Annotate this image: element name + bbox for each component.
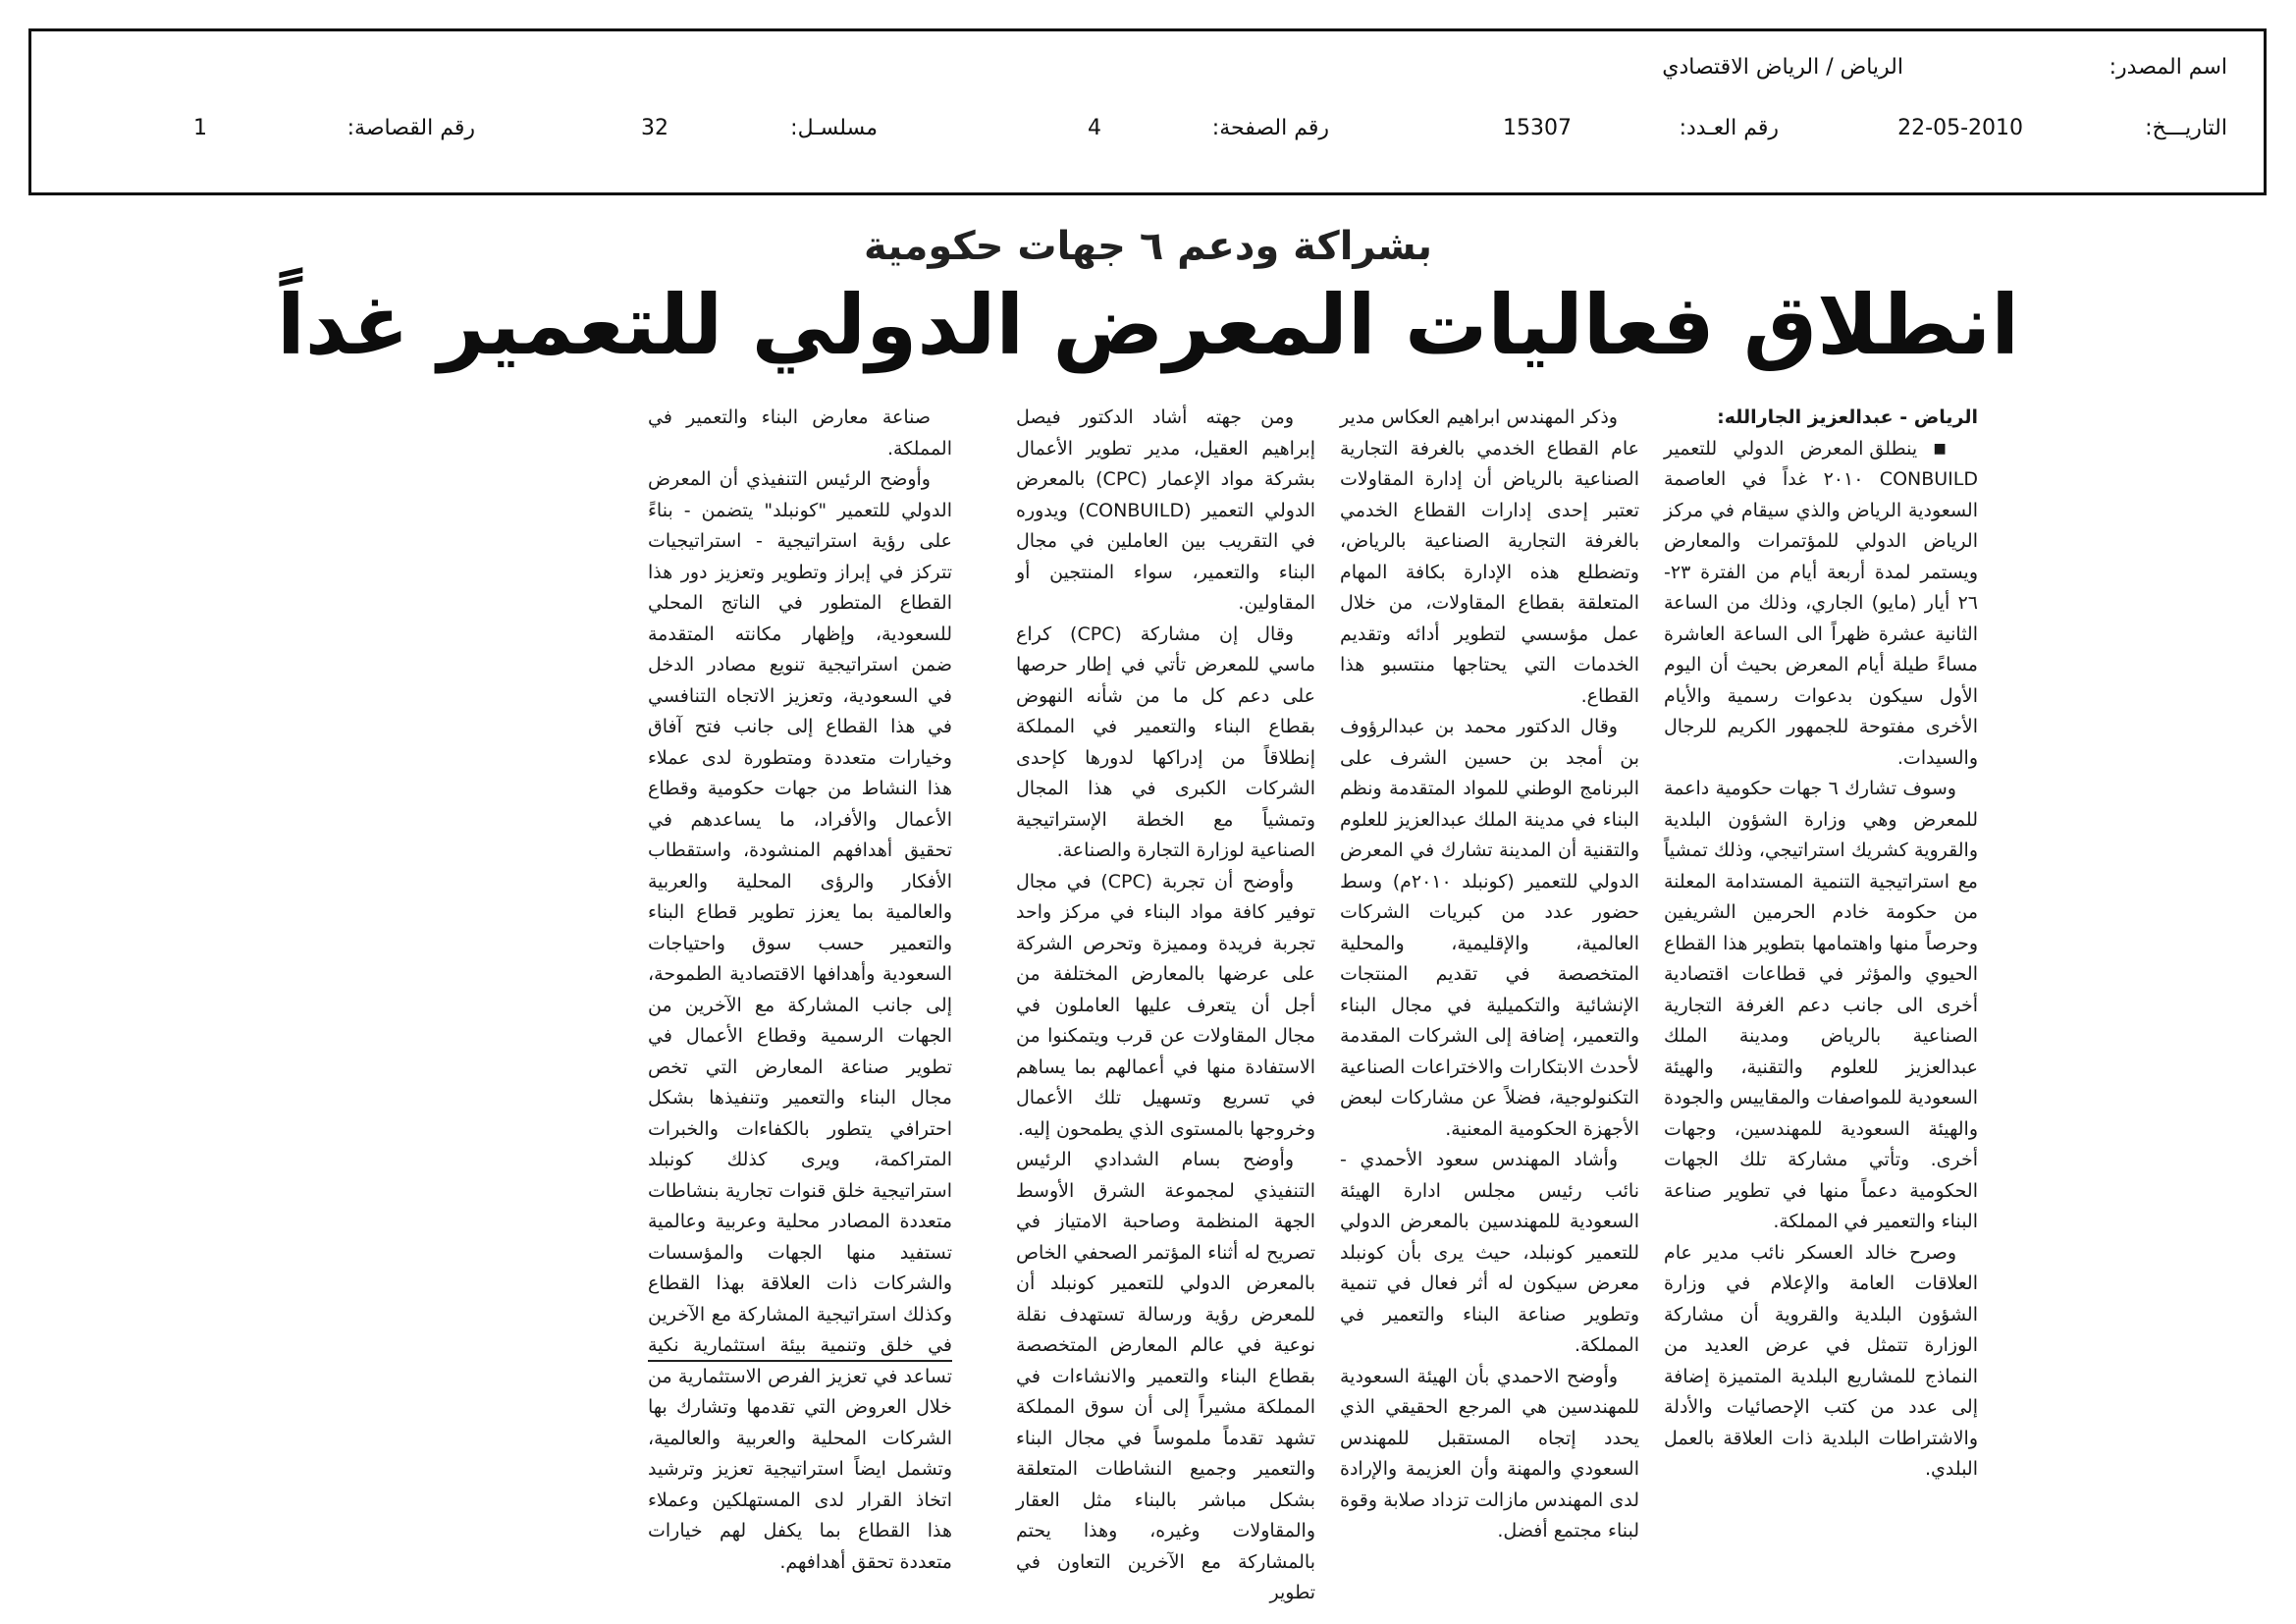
article-paragraph: وصرح خالد العسكر نائب مدير عام العلاقات العامة والإعلام في وزارة الشؤون البلدية والقروية أن مشاركة الوزارة تتمثل في عرض العديد من النماذج للمشاريع البلدية المتميزة إضافة إلى عدد من كتب الإحصائيات والأدلة والاشتراطات البلدية ذات العلاقة بالعمل البلدي. xyxy=(1664,1241,1978,1480)
date-value: 22-05-2010 xyxy=(1897,116,2023,140)
article-column-3 xyxy=(1016,403,1315,1603)
article-paragraph: وأوضح الاحمدي بأن الهيئة السعودية للمهندسين هي المرجع الحقيقي الذي يحدد إتجاه المستقبل للمهندس السعودي والمهنة وأن العزيمة والإرادة لدى المهندس مازالت تزداد صلابة وقوة لبناء مجتمع أفضل. xyxy=(1340,1365,1639,1542)
article-paragraph: وقال الدكتور محمد بن عبدالرؤوف بن أمجد بن حسين الشرف على البرنامج الوطني للمواد المتقدمة ونظم البناء في مدينة الملك عبدالعزيز للعلوم والتقنية أن المدينة تشارك في المعرض الدولي للتعمير (كونبلد ٢٠١٠م) وسط حضور عدد من كبريات الشركات العالمية، والإقليمية، والمحلية المتخصصة في تقديم المنتجات الإنشائية والتكميلية في مجال البناء والتعمير، إضافة إلى الشركات المقدمة لأحدث الابتكارات والاختراعات الصناعية التكنولوجية، فضلاً عن مشاركات لبعض الأجهزة الحكومية المعنية. xyxy=(1340,716,1639,1140)
date-label: التاريـــخ: xyxy=(2145,116,2227,140)
article-byline: الرياض - عبدالعزيز الجارالله: xyxy=(1717,406,1978,428)
article-paragraph: وقال إن مشاركة (CPC) كراع ماسي للمعرض تأتي في إطار حرصها على دعم كل ما من شأنه النهوض بقطاع البناء والتعمير في المملكة إنطلاقاً من إدراكها لدورها كإحدى الشركات الكبرى في هذا المجال وتمشياً مع الخطة الإستراتيجية الصناعية لوزارة التجارة والصناعة. xyxy=(1016,623,1315,861)
article-kicker: بشراكة ودعم ٦ جهات حكومية xyxy=(863,224,1433,269)
article-paragraph: ومن جهته أشاد الدكتور فيصل إبراهيم العقيل، مدير تطوير الأعمال بشركة مواد الإعمار (CPC) بالمعرض الدولي التعمير (CONBUILD) ويدوره في التقريب بين العاملين في مجال البناء والتعمير، سواء المنتجين أو المقاولين. xyxy=(1016,406,1315,614)
article-paragraph: وأوضح أن تجربة (CPC) في مجال توفير كافة مواد البناء في مركز واحد تجربة فريدة ومميزة وتحرص الشركة على عرضها بالمعارض المختلفة من أجل أن يتعرف عليها العاملون في مجال المقاولات عن قرب ويتمكنوا من الاستفادة منها في أعمالهم بما يساهم في تسريع وتسهيل تلك الأعمال وخروجها بالمستوى الذي يطمحون إليه. xyxy=(1016,870,1315,1140)
article-paragraph: وأشاد المهندس سعود الأحمدي - نائب رئيس مجلس ادارة الهيئة السعودية للمهندسين بالمعرض الدولي للتعمير كونبلد، حيث يرى بأن كونبلد معرض سيكون له أثر فعال في تنمية وتطوير صناعة البناء والتعمير في المملكة. xyxy=(1340,1149,1639,1356)
page-value: 4 xyxy=(1088,116,1101,140)
article-paragraph: وذكر المهندس ابراهيم العكاس مدير عام القطاع الخدمي بالغرفة التجارية الصناعية بالرياض أن إدارة المقاولات تعتبر إحدى إدارات القطاع الخدمي بالغرفة التجارية الصناعية بالرياض، وتضطلع هذه الإدارة بكافة المهام المتعلقة بقطاع المقاولات، من خلال عمل مؤسسي لتطوير أدائه وتقديم الخدمات التي يحتاجها منتسبو هذا القطاع. xyxy=(1340,406,1639,707)
serial-label: مسلسـل: xyxy=(790,116,878,140)
clipping-header-box xyxy=(28,28,2267,195)
page-label: رقم الصفحة: xyxy=(1211,116,1329,140)
article-column-1 xyxy=(1664,403,1978,1480)
article-title: انطلاق فعاليات المعرض الدولي للتعمير غداً xyxy=(277,277,2019,373)
article-paragraph: صناعة معارض البناء والتعمير في المملكة. xyxy=(648,406,952,460)
article-end-rule xyxy=(648,1360,952,1362)
clip-label: رقم القصاصة: xyxy=(347,116,475,140)
article-paragraph: ينطلق المعرض الدولي للتعمير CONBUILD ٢٠١٠ غداً في العاصمة السعودية الرياض والذي سيقام في مركز الرياض الدولي للمؤتمرات والمعارض ويستمر لمدة أربعة أيام من الفترة ٢٣- ٢٦ أيار (مايو) الجاري، وذلك من الساعة الثانية عشرة ظهراً الى الساعة العاشرة مساءً طيلة أيام المعرض بحيث أن اليوم الأول سيكون بدعوات رسمية والأيام الأخرى مفتوحة للجمهور الكريم للرجال والسيدات. xyxy=(1664,437,1978,769)
article-paragraph: وأوضح بسام الشدادي الرئيس التنفيذي لمجموعة الشرق الأوسط الجهة المنظمة وصاحبة الامتياز في تصريح له أثناء المؤتمر الصحفي الخاص بالمعرض الدولي للتعمير كونبلد أن للمعرض رؤية ورسالة تستهدف نقلة نوعية في عالم المعارض المتخصصة بقطاع البناء والتعمير والانشاءات في المملكة مشيراً إلى أن سوق المملكة تشهد تقدماً ملموساً في مجال البناء والتعمير وجميع النشاطات المتعلقة بشكل مباشر بالبناء مثل العقار والمقاولات وغيره، وهذا يحتم بالمشاركة مع الآخرين التعاون في تطوير xyxy=(1016,1149,1315,1603)
source-value: الرياض / الرياض الاقتصادي xyxy=(1662,55,1903,80)
article-column-4 xyxy=(648,403,952,1573)
article-paragraph: وسوف تشارك ٦ جهات حكومية داعمة للمعرض وهي وزارة الشؤون البلدية والقروية كشريك استراتيجي، وذلك تمشياً مع استراتيجية التنمية المستدامة المعلنة من حكومة خادم الحرمين الشريفين وحرصاً منها واهتمامها بتطوير هذا القطاع الحيوي والمؤثر في قطاعات اقتصادية أخرى الى جانب دعم الغرفة التجارية الصناعية بالرياض ومدينة الملك عبدالعزيز للعلوم والتقنية، والهيئة السعودية للمواصفات والمقاييس والجودة والهيئة السعودية للمهندسين، وجهات أخرى. وتأتي مشاركة تلك الجهات الحكومية دعماً منها في تطوير صناعة البناء والتعمير في المملكة. xyxy=(1664,778,1978,1232)
source-label: اسم المصدر: xyxy=(2109,55,2227,80)
issue-value: 15307 xyxy=(1503,116,1572,140)
serial-value: 32 xyxy=(641,116,668,140)
paragraph-bullet-icon: ■ xyxy=(1933,440,1957,457)
article-paragraph: وأوضح الرئيس التنفيذي أن المعرض الدولي للتعمير "كونبلد" يتضمن - بناءً على رؤية استراتيجية - استراتيجيات تتركز في إبراز وتطوير وتعزيز دور هذا القطاع المتطور في الناتج المحلي للسعودية، وإظهار مكانته المتقدمة ضمن استراتيجية تنويع مصادر الدخل في السعودية، وتعزيز الاتجاه التنافسي في هذا القطاع إلى جانب فتح آفاق وخيارات متعددة ومتطورة لدى عملاء هذا النشاط من جهات حكومية وقطاع الأعمال والأفراد، ما يساعدهم في تحقيق أهدافهم المنشودة، واستقطاب الأفكار والرؤى المحلية والعربية والعالمية بما يعزز تطوير قطاع البناء والتعمير حسب سوق واحتياجات السعودية وأهدافها الاقتصادية الطموحة، إلى جانب المشاركة مع الآخرين من الجهات الرسمية وقطاع الأعمال في تطوير صناعة المعارض التي تخص مجال البناء والتعمير وتنفيذها بشكل احترافي يتطور بالكفاءات والخبرات المتراكمة، ويرى كذلك كونبلد استراتيجية خلق قنوات تجارية بنشاطات متعددة المصادر محلية وعربية وعالمية تستفيد منها الجهات والمؤسسات والشركات ذات العلاقة بهذا القطاع وكذلك استراتيجية المشاركة مع الآخرين في خلق وتنمية بيئة استثمارية نكية تساعد في تعزيز الفرص الاستثمارية من خلال العروض التي تقدمها وتشارك بها الشركات المحلية والعربية والعالمية، وتشمل ايضاً استراتيجية تعزيز وترشيد اتخاذ القرار لدى المستهلكين وعملاء هذا القطاع بما يكفل لهم خيارات متعددة تحقق أهدافهم. xyxy=(648,468,952,1573)
issue-label: رقم العـدد: xyxy=(1679,116,1779,140)
clip-value: 1 xyxy=(193,116,207,140)
article-column-2 xyxy=(1340,403,1639,1542)
